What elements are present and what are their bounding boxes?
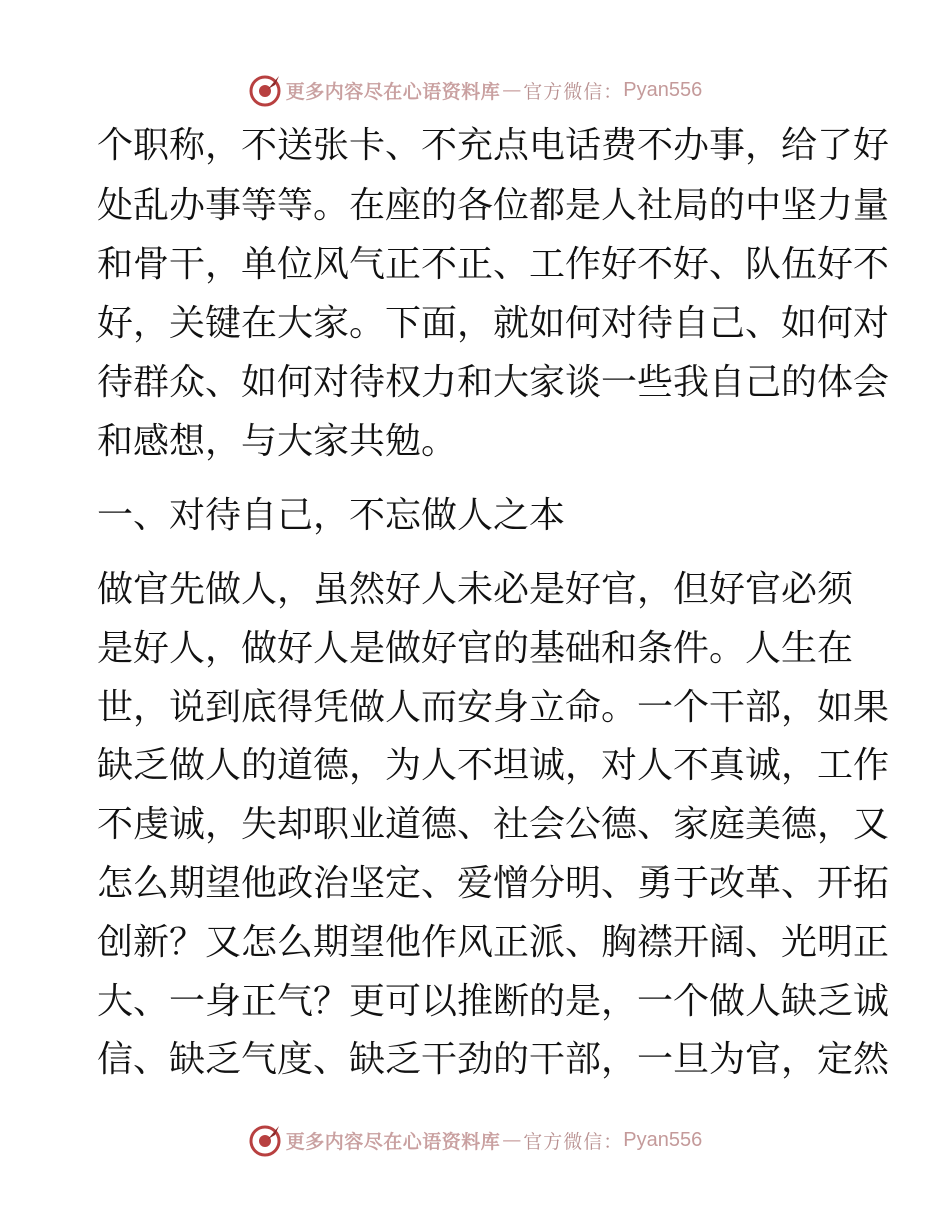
header-wechat-label: 官方微信：: [523, 80, 624, 103]
paragraph-line: 信、缺乏气度、缺乏干劲的干部，一旦为官，定然: [97, 1039, 890, 1080]
paragraph-line: 和感想，与大家共勉。: [97, 421, 458, 462]
footer-dash: —: [502, 1129, 522, 1151]
header-banner: [0, 70, 950, 110]
paragraph-line: 缺乏做人的道德，为人不坦诚，对人不真诚，工作: [97, 745, 890, 786]
paragraph-line: 好，关键在大家。下面，就如何对待自己、如何对: [97, 303, 890, 344]
paragraph-line: 大、一身正气？更可以推断的是，一个做人缺乏诚: [97, 981, 890, 1022]
paragraph-line: 待群众、如何对待权力和大家谈一些我自己的体会: [97, 362, 890, 403]
paragraph-line: 世，说到底得凭做人而安身立命。一个干部，如果: [97, 687, 890, 728]
footer-banner: [0, 1120, 950, 1160]
header-wechat-id: Pyan556: [623, 78, 703, 101]
paragraph-line: 处乱办事等等。在座的各位都是人社局的中坚力量: [97, 185, 890, 226]
paragraph-line: 怎么期望他政治坚定、爱憎分明、勇于改革、开拓: [97, 863, 890, 904]
footer-wechat-id: Pyan556: [623, 1128, 703, 1151]
paragraph-line: 不虔诚，失却职业道德、社会公德、家庭美德，又: [97, 804, 890, 845]
paragraph-line: 和骨干，单位风气正不正、工作好不好、队伍好不: [97, 244, 890, 285]
quill-logo-icon: [248, 1123, 282, 1157]
header-dash: —: [502, 79, 522, 101]
footer-wechat-label: 官方微信：: [523, 1130, 624, 1153]
paragraph-line: 个职称，不送张卡、不充点电话费不办事，给了好: [97, 125, 890, 166]
section-heading: 一、对待自己，不忘做人之本: [97, 495, 566, 536]
quill-logo-icon: [248, 73, 282, 107]
paragraph-line: 创新？又怎么期望他作风正派、胸襟开阔、光明正: [97, 922, 890, 963]
paragraph-line: 做官先做人，虽然好人未必是好官，但好官必须: [97, 569, 854, 610]
header-brand-text: 更多内容尽在心语资料库: [285, 80, 501, 103]
footer-brand-text: 更多内容尽在心语资料库: [285, 1130, 501, 1153]
paragraph-line: 是好人，做好人是做好官的基础和条件。人生在: [97, 628, 854, 669]
